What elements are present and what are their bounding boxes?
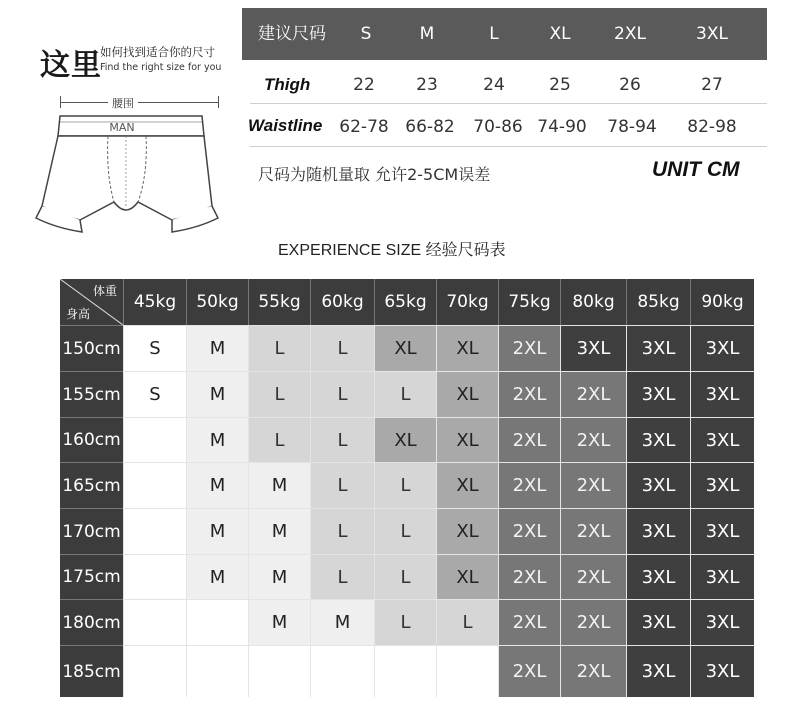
- grid-corner-cell: [60, 279, 123, 325]
- size-cell: L: [248, 417, 310, 462]
- size-cell: [374, 645, 436, 697]
- size-cell: 2XL: [498, 417, 560, 462]
- thigh-m: 23: [416, 75, 438, 95]
- height-header-150cm: 150cm: [60, 325, 123, 371]
- size-cell: M: [186, 371, 248, 417]
- size-table-header: [242, 8, 767, 60]
- divider-waistline: [250, 146, 767, 147]
- size-cell: S: [123, 371, 186, 417]
- size-cell: 3XL: [690, 508, 754, 554]
- size-cell: S: [123, 325, 186, 371]
- height-header-160cm: 160cm: [60, 417, 123, 462]
- size-cell: 2XL: [560, 371, 626, 417]
- size-cell: 3XL: [626, 508, 690, 554]
- size-cell: 2XL: [498, 325, 560, 371]
- size-cell: L: [374, 599, 436, 645]
- divider-thigh: [250, 103, 767, 104]
- weight-header-85kg: 85kg: [626, 279, 690, 325]
- size-cell: 2XL: [560, 645, 626, 697]
- size-cell: L: [310, 508, 374, 554]
- size-cell: L: [436, 599, 498, 645]
- waist-3xl: 82-98: [687, 117, 737, 137]
- size-cell: 2XL: [560, 554, 626, 599]
- size-cell: [186, 599, 248, 645]
- size-cell: 3XL: [690, 462, 754, 508]
- size-cell: L: [310, 371, 374, 417]
- size-cell: L: [248, 371, 310, 417]
- weight-header-80kg: 80kg: [560, 279, 626, 325]
- size-cell: M: [248, 462, 310, 508]
- size-cell: XL: [436, 462, 498, 508]
- waist-measure-line: [60, 102, 218, 103]
- experience-size-grid: [60, 279, 754, 697]
- size-cell: 3XL: [690, 599, 754, 645]
- waist-xl: 74-90: [537, 117, 587, 137]
- size-cell: L: [374, 508, 436, 554]
- waist-m: 66-82: [405, 117, 455, 137]
- size-cell: 3XL: [690, 417, 754, 462]
- size-cell: 3XL: [626, 325, 690, 371]
- size-cell: 2XL: [560, 462, 626, 508]
- size-cell: [123, 417, 186, 462]
- thigh-3xl: 27: [701, 75, 723, 95]
- size-cell: 2XL: [498, 462, 560, 508]
- size-cell: 3XL: [690, 325, 754, 371]
- size-cell: L: [374, 554, 436, 599]
- size-cell: M: [186, 462, 248, 508]
- corner-height-label: 身高: [66, 307, 91, 321]
- weight-header-50kg: 50kg: [186, 279, 248, 325]
- height-header-180cm: 180cm: [60, 599, 123, 645]
- size-cell: XL: [436, 554, 498, 599]
- size-cell: 2XL: [498, 371, 560, 417]
- size-cell: [123, 645, 186, 697]
- size-cell: 2XL: [498, 508, 560, 554]
- size-cell: [436, 645, 498, 697]
- size-cell: M: [186, 325, 248, 371]
- thigh-xl: 25: [549, 75, 571, 95]
- size-cell: 3XL: [626, 462, 690, 508]
- weight-header-55kg: 55kg: [248, 279, 310, 325]
- size-cell: L: [310, 554, 374, 599]
- size-header-l: L: [489, 24, 499, 44]
- size-header-s: S: [360, 24, 372, 44]
- title-heading: 这里: [40, 48, 102, 83]
- size-cell: 2XL: [560, 599, 626, 645]
- size-cell: XL: [374, 417, 436, 462]
- size-cell: M: [310, 599, 374, 645]
- size-cell: 3XL: [626, 371, 690, 417]
- underwear-illustration: [22, 110, 232, 240]
- weight-header-90kg: 90kg: [690, 279, 754, 325]
- size-cell: 3XL: [560, 325, 626, 371]
- weight-header-65kg: 65kg: [374, 279, 436, 325]
- size-cell: [186, 645, 248, 697]
- row-label-waistline: Waistline: [248, 116, 323, 135]
- weight-header-70kg: 70kg: [436, 279, 498, 325]
- size-cell: 2XL: [498, 645, 560, 697]
- weight-header-45kg: 45kg: [123, 279, 186, 325]
- size-cell: XL: [436, 417, 498, 462]
- size-cell: 2XL: [560, 508, 626, 554]
- row-label-thigh: Thigh: [264, 75, 311, 94]
- size-cell: M: [248, 599, 310, 645]
- size-cell: L: [374, 462, 436, 508]
- size-cell: 3XL: [626, 645, 690, 697]
- subtitle-chinese: 如何找到适合你的尺寸: [100, 45, 215, 59]
- size-cell: [123, 508, 186, 554]
- size-cell: 3XL: [626, 554, 690, 599]
- size-cell: M: [248, 554, 310, 599]
- size-header-m: M: [419, 24, 435, 44]
- size-cell: 3XL: [690, 371, 754, 417]
- size-cell: XL: [374, 325, 436, 371]
- size-cell: XL: [436, 508, 498, 554]
- size-header-xl: XL: [549, 24, 571, 44]
- weight-header-75kg: 75kg: [498, 279, 560, 325]
- weight-header-60kg: 60kg: [310, 279, 374, 325]
- size-cell: 3XL: [626, 599, 690, 645]
- size-cell: 2XL: [498, 599, 560, 645]
- size-cell: [248, 645, 310, 697]
- experience-title: EXPERIENCE SIZE 经验尺码表: [278, 242, 506, 259]
- measurement-note: 尺码为随机量取 允许2-5CM误差: [258, 165, 491, 184]
- height-header-155cm: 155cm: [60, 371, 123, 417]
- size-cell: 2XL: [560, 417, 626, 462]
- size-cell: [123, 462, 186, 508]
- size-cell: M: [186, 554, 248, 599]
- size-cell: L: [248, 325, 310, 371]
- size-cell: 3XL: [690, 554, 754, 599]
- size-cell: 3XL: [626, 417, 690, 462]
- waist-l: 70-86: [473, 117, 523, 137]
- height-header-175cm: 175cm: [60, 554, 123, 599]
- size-cell: L: [310, 325, 374, 371]
- height-header-170cm: 170cm: [60, 508, 123, 554]
- size-cell: L: [310, 417, 374, 462]
- height-header-185cm: 185cm: [60, 645, 123, 697]
- subtitle-english: Find the right size for you: [100, 62, 222, 73]
- size-cell: [123, 599, 186, 645]
- thigh-l: 24: [483, 75, 505, 95]
- size-cell: L: [374, 371, 436, 417]
- corner-weight-label: 体重: [92, 284, 117, 298]
- unit-label: UNIT CM: [652, 158, 740, 181]
- waist-tick-right: [218, 96, 219, 108]
- size-cell: XL: [436, 325, 498, 371]
- size-header-label: 建议尺码: [258, 24, 326, 44]
- thigh-s: 22: [353, 75, 375, 95]
- size-cell: 3XL: [690, 645, 754, 697]
- size-cell: [123, 554, 186, 599]
- size-cell: L: [310, 462, 374, 508]
- size-cell: M: [186, 417, 248, 462]
- size-cell: M: [186, 508, 248, 554]
- waist-label: 腰围: [108, 95, 138, 111]
- height-header-165cm: 165cm: [60, 462, 123, 508]
- thigh-2xl: 26: [619, 75, 641, 95]
- waist-2xl: 78-94: [607, 117, 657, 137]
- size-header-2xl: 2XL: [614, 24, 646, 44]
- size-cell: XL: [436, 371, 498, 417]
- size-cell: 2XL: [498, 554, 560, 599]
- size-header-3xl: 3XL: [696, 24, 728, 44]
- size-cell: [310, 645, 374, 697]
- brand-label-text: MAN: [109, 121, 135, 134]
- waist-s: 62-78: [339, 117, 389, 137]
- size-cell: M: [248, 508, 310, 554]
